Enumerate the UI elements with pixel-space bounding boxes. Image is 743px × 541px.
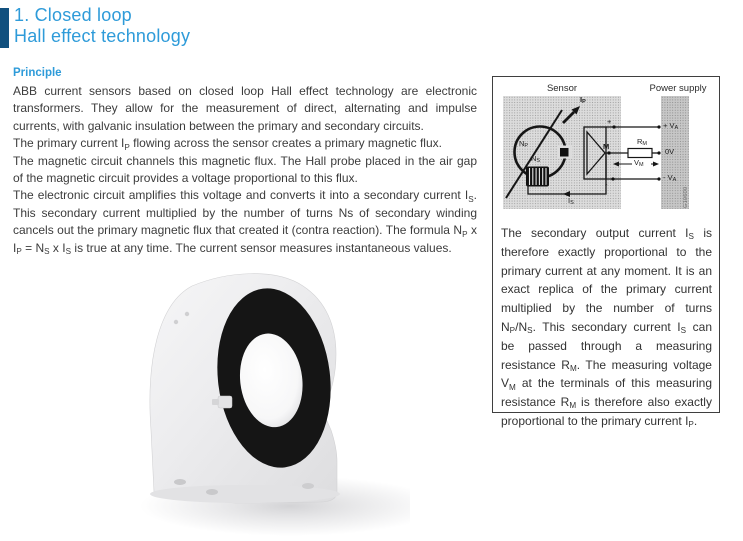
sensor-area-label: Sensor bbox=[546, 83, 578, 94]
zero-v-terminal-label: 0V bbox=[665, 147, 675, 156]
plus-va-terminal-label: + $V_A$ bbox=[663, 121, 679, 132]
vm-arrow-left bbox=[613, 162, 619, 167]
minus-polarity-label: - bbox=[605, 180, 608, 189]
housing-screw bbox=[174, 320, 178, 324]
page-title-line1: 1. Closed loop bbox=[14, 5, 132, 25]
current-sensor-illustration bbox=[140, 270, 410, 538]
figure-box bbox=[492, 76, 720, 430]
page-title-line2: Hall effect technology bbox=[14, 26, 191, 46]
connector-tab bbox=[218, 396, 232, 408]
rm-label: $R_M$ bbox=[636, 137, 647, 148]
ip-arrow-shaft bbox=[563, 112, 574, 123]
amplifier-triangle bbox=[587, 132, 605, 174]
m-node-label: M bbox=[603, 142, 610, 151]
principle-paragraph-1: ABB current sensors based on closed loop Hall effect technology are electronic transformers. They allow for the measurement of direct, alternating and impulse currents, with galvanic insulation between the primary and secondary circuits. bbox=[13, 84, 477, 133]
ip-label: $I_P$ bbox=[580, 95, 586, 106]
measuring-resistor bbox=[628, 149, 652, 158]
vm-arrow-right bbox=[653, 162, 659, 167]
principle-heading: Principle bbox=[13, 67, 62, 79]
page-title bbox=[14, 5, 190, 47]
housing-screw bbox=[185, 312, 189, 316]
connector-pin bbox=[212, 399, 219, 405]
circuit-diagram bbox=[493, 77, 719, 222]
np-label: $N_P$ bbox=[519, 139, 529, 150]
hall-probe bbox=[560, 148, 569, 157]
principle-paragraph-4: The electronic circuit amplifies this voltage and converts it into a secondary current $I_S$. This secondary current multiplied by the number of turns Ns of secondary winding cancels out the primary magnetic flux that created it (contra reaction). The formula $N_P$ x $I_P = N_S$ x $I_S$ is true at any time. The current sensor measures instantaneous values. bbox=[13, 188, 478, 256]
product-photo bbox=[140, 270, 410, 538]
figure-code: G10600 bbox=[683, 186, 689, 208]
principle-paragraph-2: The primary current $I_P$ flowing across the sensor creates a primary magnetic flux. bbox=[13, 136, 442, 152]
power-supply-label: Power supply bbox=[649, 83, 707, 94]
title-accent-bar bbox=[0, 8, 9, 48]
figure-caption: The secondary output current $I_S$ is therefore exactly proportional to the primary current at any moment. It is an exact replica of the primary current multiplied by the number of turns $N_P/N_S$. This secondary current $I_S$ can be passed through a measuring resistance $R_M$. The measuring voltage $V_M$ at the terminals of this measuring resistance $R_M$ is therefore also exactly proportional to the primary current $I_P$. bbox=[501, 226, 712, 430]
minus-va-terminal-label: - $V_A$ bbox=[663, 173, 677, 184]
principle-section bbox=[13, 67, 477, 257]
vm-label: $V_M$ bbox=[634, 158, 644, 169]
plus-polarity-label: + bbox=[607, 117, 612, 126]
principle-paragraph-3: The magnetic circuit channels this magnetic flux. The Hall probe placed in the air gap of the magnetic circuit provides a voltage proportional to this flux. bbox=[13, 153, 477, 186]
is-label: $I_S$ bbox=[568, 196, 574, 207]
ns-label: $N_S$ bbox=[531, 154, 541, 165]
